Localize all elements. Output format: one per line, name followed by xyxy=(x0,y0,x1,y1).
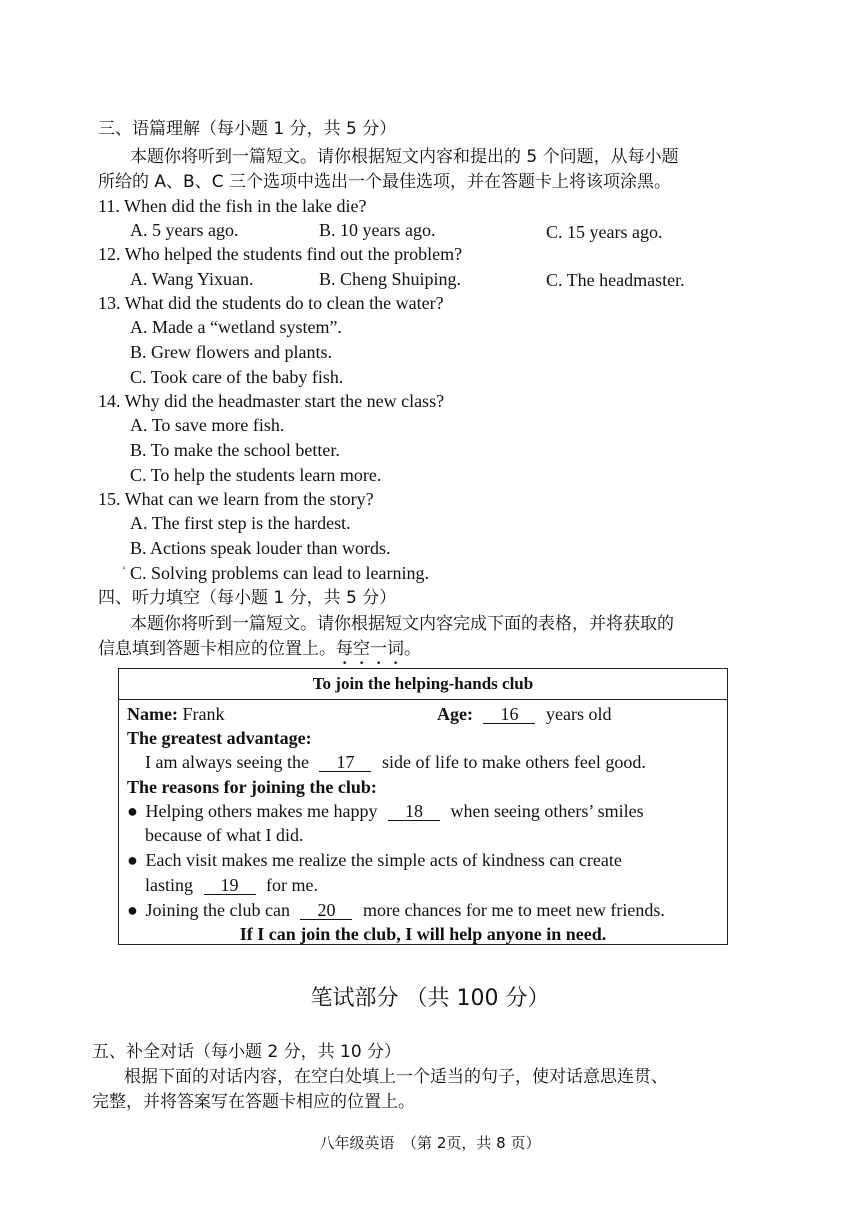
bullet1-post: when seeing others’ smiles xyxy=(450,801,644,821)
age-row xyxy=(437,703,611,725)
question-12-option-c: C. The headmaster. xyxy=(546,270,685,290)
question-14-stem: 14. Why did the headmaster start the new class? xyxy=(98,391,445,411)
section5-instruction-line1: 根据下面的对话内容，在空白处填上一个适当的句子，使对话意思连贯、 xyxy=(124,1067,668,1087)
advantage-row xyxy=(145,751,646,773)
question-11-option-a: A. 5 years ago. xyxy=(130,220,239,240)
question-12-stem: 12. Who helped the students find out the problem? xyxy=(98,244,463,264)
bullet2-pre: lasting xyxy=(145,875,193,895)
question-11-option-b: B. 10 years ago. xyxy=(319,220,436,240)
question-15-option-a: A. The first step is the hardest. xyxy=(130,513,351,533)
bullet2-post: for me. xyxy=(266,875,318,895)
bullet1-line2: because of what I did. xyxy=(145,825,304,845)
written-part-title: 笔试部分 （共 100 分） xyxy=(310,986,550,1011)
bullet-icon: ● xyxy=(127,850,138,870)
advantage-post: side of life to make others feel good. xyxy=(381,752,646,772)
blank-18[interactable]: 18 xyxy=(388,802,440,821)
age-label: Age: xyxy=(437,704,473,724)
section4-instruction-line1: 本题你将听到一篇短文。请你根据短文内容完成下面的表格，并将获取的 xyxy=(130,614,674,634)
blank-16[interactable]: 16 xyxy=(483,705,535,724)
reasons-label: The reasons for joining the club: xyxy=(127,777,377,797)
section3-heading: 三、语篇理解（每小题 1 分，共 5 分） xyxy=(98,119,397,139)
question-14-option-a: A. To save more fish. xyxy=(130,415,285,435)
bullet-row-3 xyxy=(127,899,665,921)
name-value: Frank xyxy=(182,704,225,724)
bullet1-pre: Helping others makes me happy xyxy=(145,801,378,821)
section4-instruction-prefix: 信息填到答题卡相应的位置上。 xyxy=(98,639,336,659)
question-15-option-c: C. Solving problems can lead to learning. xyxy=(130,563,429,583)
advantage-label: The greatest advantage: xyxy=(127,728,312,748)
section4-heading: 四、听力填空（每小题 1 分，共 5 分） xyxy=(98,588,397,608)
bullet-row-2 xyxy=(127,849,622,871)
section5-heading: 五、补全对话（每小题 2 分，共 10 分） xyxy=(92,1042,402,1062)
question-12-option-b: B. Cheng Shuiping. xyxy=(319,269,462,289)
question-13-stem: 13. What did the students do to clean the water? xyxy=(98,293,444,313)
section5-instruction-line2: 完整，并将答案写在答题卡相应的位置上。 xyxy=(92,1092,415,1112)
section4-instruction-line2 xyxy=(98,638,421,669)
question-12-option-a: A. Wang Yixuan. xyxy=(130,269,254,289)
name-row xyxy=(127,703,224,725)
bullet3-post: more chances for me to meet new friends. xyxy=(362,900,665,920)
question-13-option-a: A. Made a “wetland system”. xyxy=(130,317,342,337)
question-13-option-c: C. Took care of the baby fish. xyxy=(130,367,344,387)
bullet2-line1: Each visit makes me realize the simple acts of kindness can create xyxy=(145,850,622,870)
question-14-option-c: C. To help the students learn more. xyxy=(130,465,382,485)
question-15-option-b: B. Actions speak louder than words. xyxy=(130,538,391,558)
question-11-stem: 11. When did the fish in the lake die? xyxy=(98,196,367,216)
table-title: To join the helping-hands club xyxy=(119,669,727,700)
question-15-stem: 15. What can we learn from the story? xyxy=(98,489,374,509)
question-14-option-b: B. To make the school better. xyxy=(130,440,340,460)
bullet-icon: ● xyxy=(127,900,138,920)
age-suffix: years old xyxy=(545,704,612,724)
section3-instruction-line2: 所给的 A、B、C 三个选项中选出一个最佳选项，并在答题卡上将该项涂黑。 xyxy=(98,172,671,192)
section4-instruction-emphasis: 每空一词 xyxy=(336,639,404,659)
blank-17[interactable]: 17 xyxy=(319,753,371,772)
advantage-pre: I am always seeing the xyxy=(145,752,309,772)
section3-instruction-line1: 本题你将听到一篇短文。请你根据短文内容和提出的 5 个问题，从每小题 xyxy=(130,147,679,167)
name-label: Name: xyxy=(127,704,178,724)
question-13-option-b: B. Grew flowers and plants. xyxy=(130,342,332,362)
club-form-table xyxy=(118,668,728,945)
question-11-option-c: C. 15 years ago. xyxy=(546,222,663,242)
bullet3-pre: Joining the club can xyxy=(145,900,290,920)
blank-20[interactable]: 20 xyxy=(300,901,352,920)
section4-instruction-suffix: 。 xyxy=(404,639,421,659)
table-closing: If I can join the club, I will help anyone in need. xyxy=(239,924,607,944)
blank-19[interactable]: 19 xyxy=(204,876,256,895)
page-footer: 八年级英语 （第 2页，共 8 页） xyxy=(319,1134,541,1152)
bullet-row-1 xyxy=(127,800,644,822)
bullet-icon: ● xyxy=(127,801,138,821)
stray-mark: ‘ xyxy=(122,563,126,577)
bullet2-line2 xyxy=(145,874,318,896)
